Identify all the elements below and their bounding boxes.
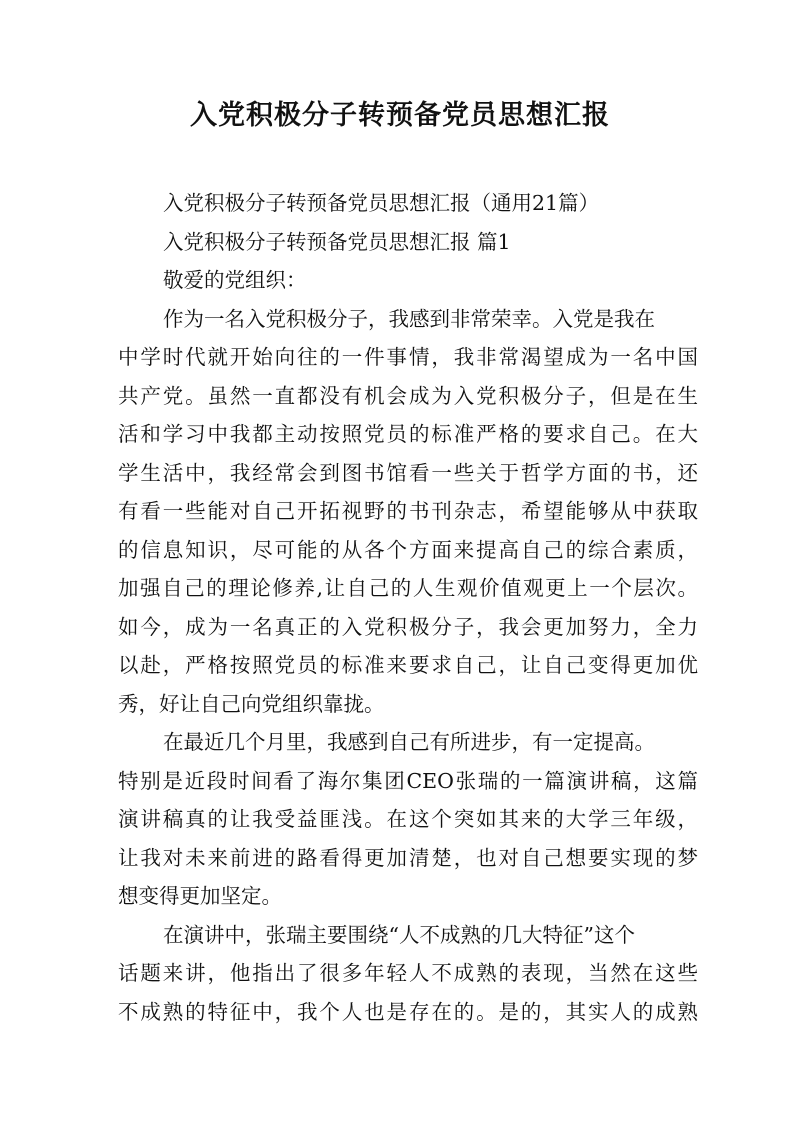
text-line: 学生活中，我经常会到图书馆看一些关于哲学方面的书，还	[118, 460, 698, 485]
text-line: 活和学习中我都主动按照党员的标准严格的要求自己。在大	[118, 422, 698, 446]
document-title: 入党积极分子转预备党员思想汇报	[190, 100, 610, 131]
text-line: 入党积极分子转预备党员思想汇报 篇1	[163, 229, 511, 254]
text-line: 让我对未来前进的路看得更加清楚，也对自己想要实现的梦	[118, 845, 698, 870]
text-line: 秀，好让自己向党组织靠拢。	[118, 691, 385, 716]
text-line: 如今，成为一名真正的入党积极分子，我会更加努力，全力	[118, 614, 698, 639]
text-line: 中学时代就开始向往的一件事情，我非常渴望成为一名中国	[118, 345, 698, 369]
text-line: 演讲稿真的让我受益匪浅。在这个突如其来的大学三年级，	[118, 807, 698, 831]
text-line: 敬爱的党组织：	[163, 268, 307, 292]
text-line: 共产党。虽然一直都没有机会成为入党积极分子，但是在生	[118, 383, 698, 408]
text-line: 特别是近段时间看了海尔集团CEO张瑞的一篇演讲稿，这篇	[118, 768, 698, 793]
document-body	[118, 184, 698, 1031]
text-line: 话题来讲，他指出了很多年轻人不成熟的表现，当然在这些	[118, 961, 698, 985]
text-line: 在演讲中，张瑞主要围绕“人不成熟的几大特征”这个	[163, 922, 635, 947]
text-line: 在最近几个月里，我感到自己有所进步，有一定提高。	[163, 730, 655, 754]
text-line: 以赴，严格按照党员的标准来要求自己，让自己变得更加优	[118, 653, 698, 677]
text-line: 不成熟的特征中，我个人也是存在的。是的，其实人的成熟	[118, 999, 698, 1024]
text-line: 的信息知识，尽可能的从各个方面来提高自己的综合素质，	[118, 537, 698, 562]
text-line: 作为一名入党积极分子，我感到非常荣幸。入党是我在	[163, 306, 655, 331]
text-line: 有看一些能对自己开拓视野的书刊杂志，希望能够从中获取	[118, 499, 698, 523]
text-line: 想变得更加坚定。	[118, 884, 282, 908]
text-line: 加强自己的理论修养,让自己的人生观价值观更上一个层次。	[118, 576, 698, 600]
text-line: 入党积极分子转预备党员思想汇报（通用21篇）	[163, 191, 600, 215]
